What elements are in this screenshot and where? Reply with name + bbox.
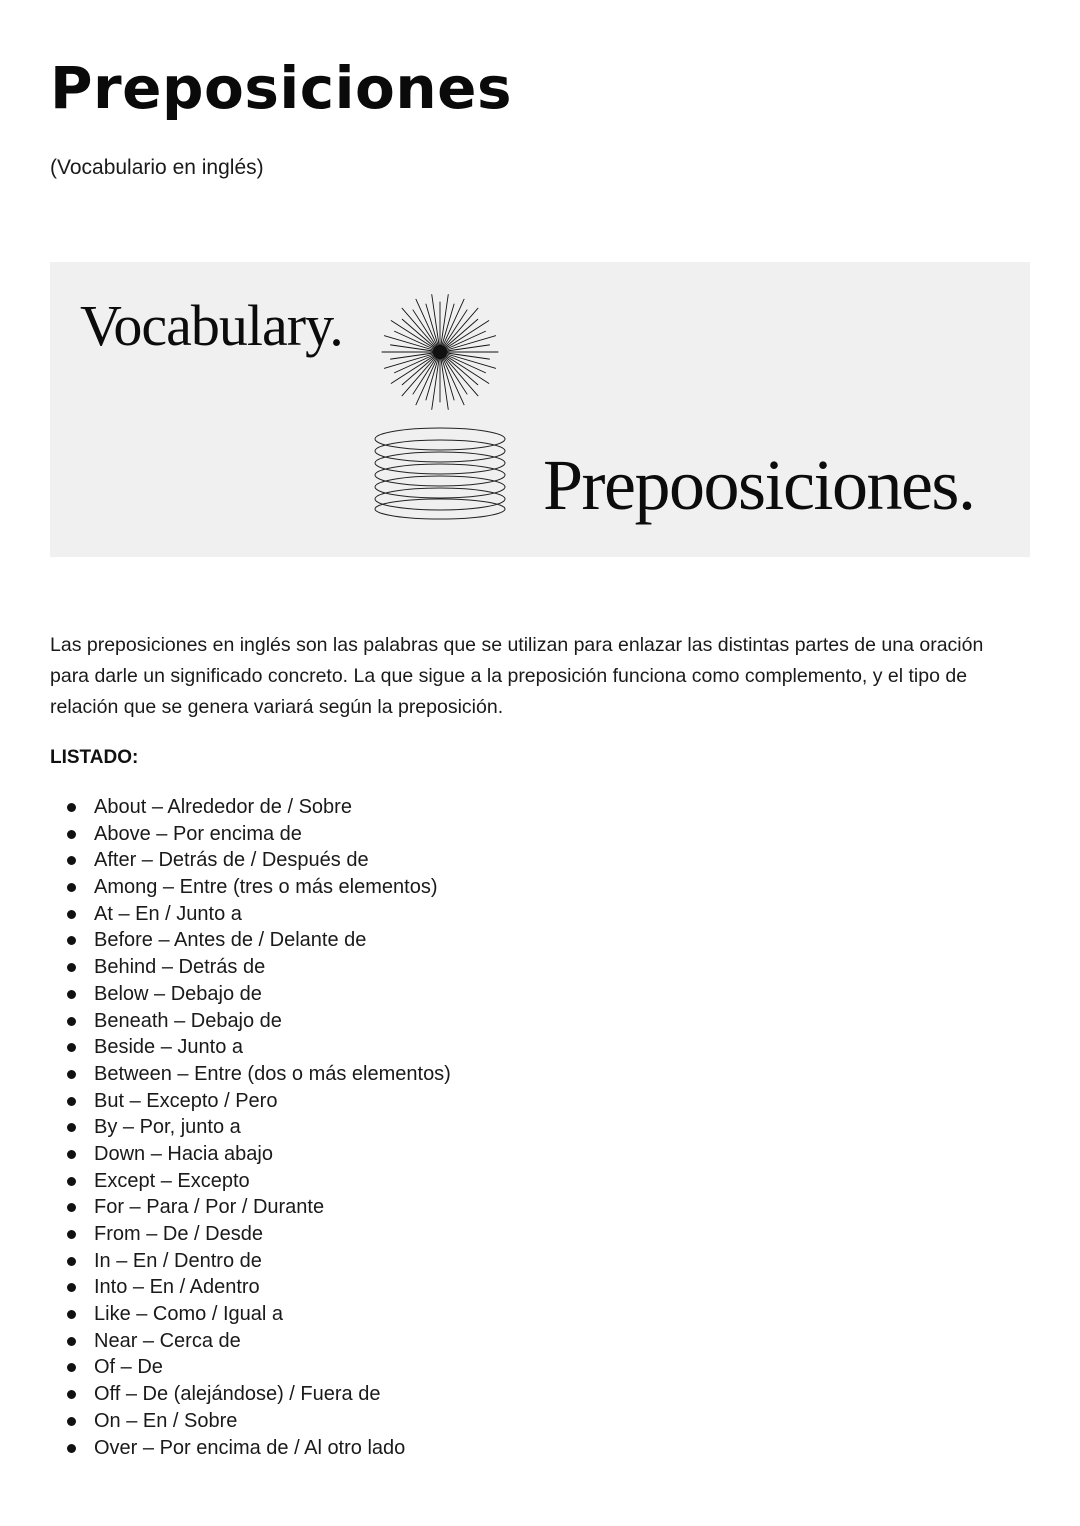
list-item [0, 1008, 700, 1035]
list-item-text: Between – Entre (dos o más elementos) [94, 1062, 451, 1085]
bullet-icon [67, 1257, 76, 1266]
list-item [0, 1354, 700, 1381]
bullet-icon [67, 1150, 76, 1159]
list-item-text: Beside – Junto a [94, 1036, 243, 1059]
bullet-icon [67, 1043, 76, 1052]
starburst-ray [440, 352, 496, 368]
banner-word-preposiciones: Prepoosiciones. [543, 445, 975, 525]
list-item [0, 1435, 700, 1462]
list-item [0, 847, 700, 874]
list-item [0, 1141, 700, 1168]
starburst-ray [384, 352, 440, 368]
list-item-text: Below – Debajo de [94, 982, 262, 1005]
bullet-icon [67, 1310, 76, 1319]
banner-word-vocabulary: Vocabulary. [80, 293, 343, 358]
list-item-text: By – Por, junto a [94, 1116, 241, 1139]
list-item [0, 1248, 700, 1275]
page-subtitle: (Vocabulario en inglés) [50, 156, 264, 179]
list-item [0, 1061, 700, 1088]
list-item [0, 1194, 700, 1221]
list-item [0, 794, 700, 821]
bullet-icon [67, 936, 76, 945]
list-item [0, 901, 700, 928]
list-item-text: Of – De [94, 1356, 163, 1379]
bullet-icon [67, 1417, 76, 1426]
bullet-icon [67, 1390, 76, 1399]
bullet-icon [67, 1017, 76, 1026]
list-item-text: Like – Como / Igual a [94, 1303, 283, 1326]
bullet-icon [67, 1337, 76, 1346]
list-item [0, 1114, 700, 1141]
bullet-icon [67, 1203, 76, 1212]
list-item-text: Behind – Detrás de [94, 956, 266, 979]
bullet-icon [67, 990, 76, 999]
list-item [0, 1221, 700, 1248]
list-item-text: At – En / Junto a [94, 902, 242, 925]
list-item [0, 1328, 700, 1355]
starburst-ray [384, 336, 440, 352]
starburst-ray [440, 336, 496, 352]
list-item [0, 1381, 700, 1408]
preposition-list [0, 794, 700, 1461]
bullet-icon [67, 1230, 76, 1239]
list-item-text: Near – Cerca de [94, 1329, 241, 1352]
list-item [0, 927, 700, 954]
list-item-text: For – Para / Por / Durante [94, 1196, 325, 1219]
list-item [0, 821, 700, 848]
list-heading: LISTADO: [50, 747, 139, 768]
list-item [0, 981, 700, 1008]
list-item-text: About – Alrededor de / Sobre [94, 796, 352, 818]
list-item [0, 1088, 700, 1115]
bullet-icon [67, 1097, 76, 1106]
bullet-icon [67, 1444, 76, 1453]
list-item-text: Into – En / Adentro [94, 1276, 260, 1299]
bullet-icon [67, 830, 76, 839]
bullet-icon [67, 1363, 76, 1372]
list-item-text: But – Excepto / Pero [94, 1089, 278, 1112]
list-item [0, 1301, 700, 1328]
list-item-text: Over – Por encima de / Al otro lado [94, 1436, 406, 1459]
list-item [0, 1274, 700, 1301]
vocabulary-banner [50, 262, 1030, 557]
list-item-text: Beneath – Debajo de [94, 1009, 282, 1032]
list-item [0, 874, 700, 901]
list-item [0, 1408, 700, 1435]
list-item-text: Among – Entre (tres o más elementos) [94, 876, 438, 899]
bullet-icon [67, 963, 76, 972]
list-item-text: Down – Hacia abajo [94, 1142, 273, 1165]
bullet-icon [67, 883, 76, 892]
list-item-text: Above – Por encima de [94, 822, 302, 845]
list-item [0, 1168, 700, 1195]
bullet-icon [67, 1123, 76, 1132]
list-item-text: Off – De (alejándose) / Fuera de [94, 1383, 381, 1406]
list-item-text: In – En / Dentro de [94, 1249, 262, 1272]
bullet-icon [67, 1177, 76, 1186]
list-item-text: On – En / Sobre [94, 1409, 238, 1432]
list-item-text: Except – Excepto [94, 1169, 250, 1192]
list-item-text: From – De / Desde [94, 1223, 263, 1245]
bullet-icon [67, 856, 76, 865]
bullet-icon [67, 910, 76, 919]
list-item [0, 954, 700, 981]
list-item-text: After – Detrás de / Después de [94, 849, 369, 872]
spring-coil-icon [372, 425, 508, 521]
intro-paragraph: Las preposiciones en inglés son las palabras que se utilizan para enlazar las distintas partes de una oración para darle un significado concreto. La que sigue a la preposición funciona como complemento, y el tipo de relación que se genera variará según la preposición. [50, 634, 984, 718]
bullet-icon [67, 1070, 76, 1079]
list-item-text: Before – Antes de / Delante de [94, 929, 367, 952]
bullet-icon [67, 1283, 76, 1292]
bullet-icon [67, 803, 76, 812]
starburst-icon [380, 292, 500, 412]
page-title: Preposiciones [50, 54, 512, 122]
list-item [0, 1034, 700, 1061]
